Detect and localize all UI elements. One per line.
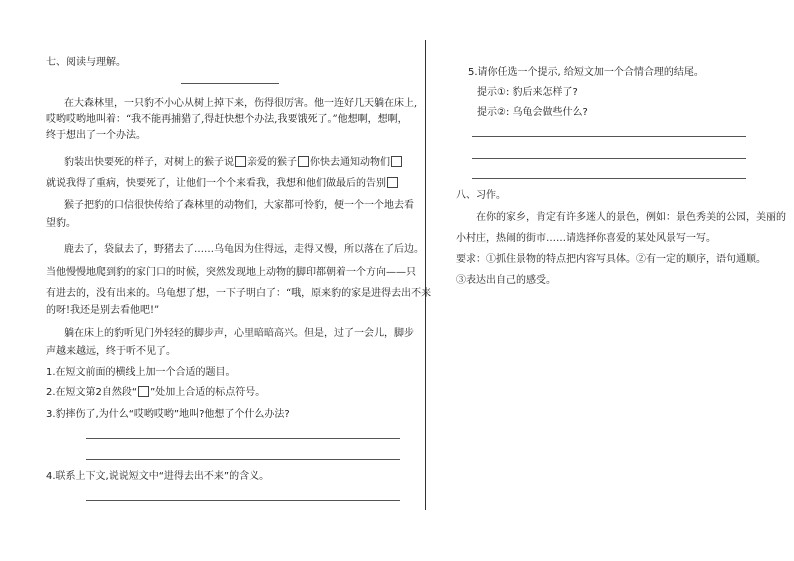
question-5: 5.请你任选一个提示, 给短文加一个合情合理的结尾。 [468,67,704,78]
punctuation-blank-box[interactable] [391,156,402,167]
passage-line-12: 躺在床上的豹听见门外轻轻的脚步声，心里暗暗高兴。但是，过了一会儿，脚步 [64,328,414,339]
question-4: 4.联系上下文,说说短文中“进得去出不来”的含义。 [46,471,270,482]
passage-text: 豹装出快要死的样子，对树上的猴子说 [64,157,234,168]
passage-line-9: 当他慢慢地爬到豹的家门口的时候，突然发现地上动物的脚印都朝着一个方向——只 [46,267,416,278]
passage-text: 就说我得了重病，快要死了，让他们一个个来看我，我想和他们做最后的告别 [46,178,386,189]
answer-line-q5-2[interactable] [472,158,746,159]
composition-requirements-1: 要求：①抓住景物的特点把内容写具体。②有一定的顺序，语句通顺。 [456,254,766,265]
passage-line-3: 终于想出了一个办法。 [46,130,146,141]
question-3: 3.豹摔伤了,为什么“哎哟哎哟”地叫?他想了个什么办法? [46,409,290,420]
punctuation-blank-box[interactable] [235,156,246,167]
question-2-text: ”处加上合适的标点符号。 [150,387,266,398]
passage-line-5 [46,177,399,190]
passage-line-4 [64,156,403,169]
passage-line-1: 在大森林里，一只豹不小心从树上掉下来，伤得很厉害。他一连好几天躺在床上, [64,98,418,109]
column-divider [425,40,426,510]
passage-line-6: 猴子把豹的口信很快传给了森林里的动物们，大家都可怜豹，便一个一个地去看 [64,200,414,211]
answer-line-q5-3[interactable] [472,178,746,179]
section-8-heading: 八、习作。 [456,190,506,201]
passage-text: 你快去通知动物们 [310,157,390,168]
composition-requirements-2: ③表达出自己的感受。 [456,275,556,286]
question-2 [46,386,265,399]
answer-line-q3-2[interactable] [86,459,400,460]
title-blank-line[interactable] [181,83,279,84]
answer-line-q5-1[interactable] [472,136,746,137]
section-7-heading: 七、阅读与理解。 [46,57,126,68]
hint-1: 提示①: 豹后来怎样了? [477,87,578,98]
passage-text: 亲爱的猴子 [247,157,297,168]
passage-line-10: 有进去的，没有出来的。乌龟想了想，一下子明白了：“哦，原来豹的家是进得去出不来 [46,288,432,299]
punctuation-blank-box[interactable] [298,156,309,167]
punctuation-blank-box[interactable] [387,177,398,188]
passage-line-7: 望豹。 [46,218,76,229]
composition-prompt-line-2: 小村庄，热闹的街市……请选择你喜爱的某处风景写一写。 [456,233,716,244]
answer-line-q3-1[interactable] [86,438,400,439]
hint-2: 提示②: 乌龟会做些什么? [477,107,588,118]
passage-line-11: 的呀!我还是别去看他吧!” [46,305,160,316]
composition-prompt-line-1: 在你的家乡，肯定有许多迷人的景色，例如：景色秀美的公园，美丽的 [476,212,786,223]
passage-line-13: 声越来越远，终于听不见了。 [46,346,176,357]
passage-line-8: 鹿去了，袋鼠去了，野猪去了……乌龟因为住得远，走得又慢，所以落在了后边。 [64,244,424,255]
passage-line-2: 哎哟哎哟地叫着：“我不能再捕猎了,得赶快想个办法,我要饿死了。”他想啊，想啊， [46,114,408,125]
answer-line-q4-1[interactable] [86,500,400,501]
punctuation-box-sample [138,386,149,397]
question-2-text: 2.在短文第2自然段“ [46,387,138,398]
question-1: 1.在短文前面的横线上加一个合适的题目。 [46,367,236,378]
